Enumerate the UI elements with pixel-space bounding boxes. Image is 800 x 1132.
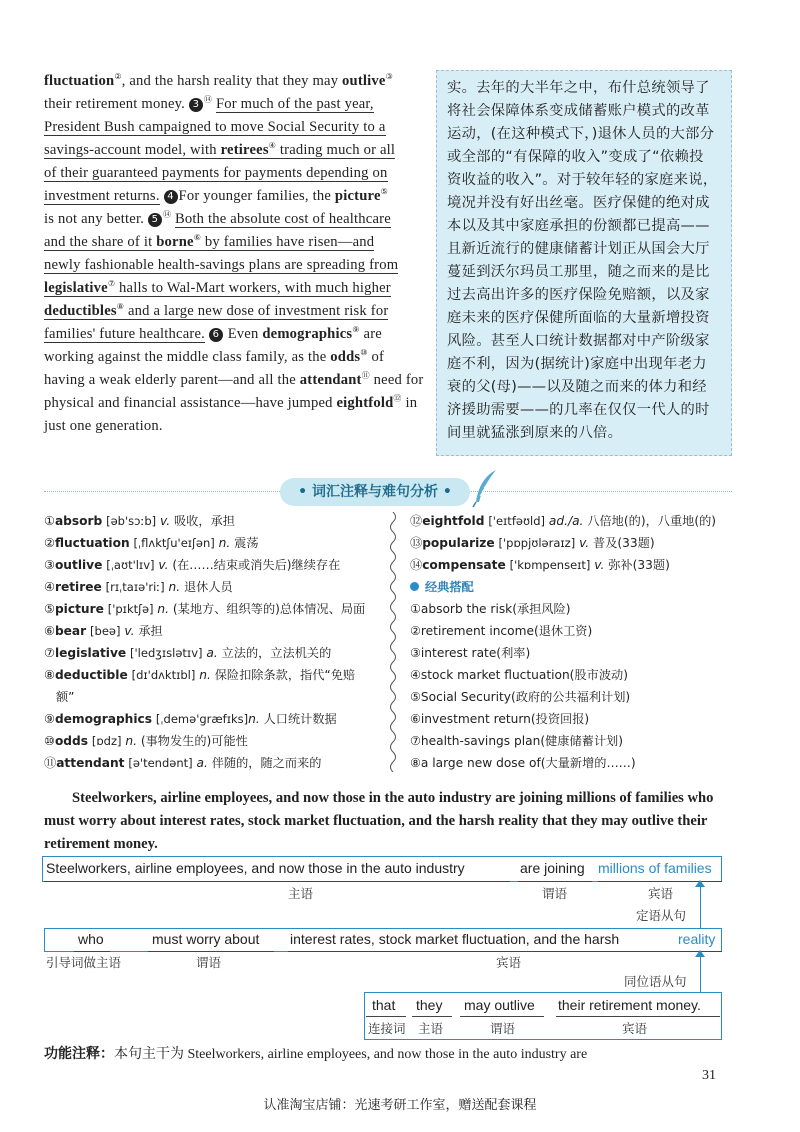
note-marker: ⑦ [107, 279, 116, 288]
translation-line: 本以及其中家庭承担的份额都已提高—— [447, 218, 710, 234]
verb-text: are joining [520, 860, 585, 876]
passage-text: are [359, 326, 382, 342]
sentence-number-badge: 3 [189, 98, 203, 112]
passage-text: working against the middle class family, as the [44, 349, 331, 365]
object-underline [288, 951, 722, 952]
vocab-entry: ①absorb [əb'sɔːb] v. 吸收，承担 [44, 514, 235, 528]
passage-text: halls to Wal-Mart workers, with much higher [115, 280, 391, 296]
who-label: 引导词做主语 [46, 955, 122, 970]
translation-line: 蔓延到沃尔玛员工那里，随之而来的是比 [447, 264, 710, 280]
vocab-word: demographics [262, 326, 353, 342]
page-number: 31 [702, 1068, 716, 1083]
passage-text: , and the harsh reality that they may [121, 73, 343, 89]
note-marker: ⑭ [203, 95, 213, 104]
vocab-entry: ⑦legislative ['ledʒɪslətɪv] a. 立法的，立法机关的 [44, 646, 332, 660]
passage-text: and a large new dose of investment risk for [124, 303, 389, 319]
underlined-sentence: Both the absolute cost of healthcare [174, 211, 391, 227]
attributive-clause-label: 定语从句 [636, 908, 687, 923]
vocab-entry: ⑩odds [ɒdz] n. (事物发生的)可能性 [44, 734, 248, 748]
who-text: who [78, 931, 104, 947]
translation-line: 将社会保障体系变成储蓄账户模式的改革 [447, 103, 710, 119]
they-label: 主语 [418, 1021, 444, 1036]
underlined-sentence: families' future healthcare. [44, 326, 205, 342]
note-marker: ④ [268, 141, 277, 150]
function-note-label: 功能注释： [44, 1046, 114, 1062]
underlined-sentence: newly fashionable health-savings plans are spreading from [44, 257, 399, 273]
reality-text: reality [678, 931, 716, 947]
function-note [44, 1043, 734, 1066]
vocab-word: outlive [342, 73, 386, 89]
passage-text: by families have risen—and [201, 234, 375, 250]
sentence-line: Steelworkers, airline employees, and now those in the auto industry are joining millions of families who [72, 790, 714, 806]
object-text: millions of families [598, 860, 712, 876]
passage-text: in [401, 395, 418, 411]
vocab-entry: ④retiree [rɪˌtaɪə'riː] n. 退休人员 [44, 580, 233, 594]
vocab-entry: ⑥bear [beə] v. 承担 [44, 624, 163, 638]
vocab-word: fluctuation [44, 73, 115, 89]
collocation-item: ①absorb the risk(承担风险) [410, 602, 571, 616]
underlined-sentence: of their guaranteed payments for payments depending on [44, 165, 388, 181]
collocations-heading: 经典搭配 [410, 576, 740, 598]
note-marker: ⑤ [380, 187, 388, 196]
passage-text: need for [369, 372, 424, 388]
note-marker: ② [114, 72, 122, 81]
vocab-word: picture [334, 188, 381, 204]
underlined-sentence: President Bush campaigned to move Social Security to a [44, 119, 386, 135]
they-text: they [416, 997, 443, 1013]
passage-text: having a weak elderly parent—and all the [44, 372, 300, 388]
translation-line: 境况并没有好出丝毫。医疗保健的绝对成 [447, 195, 710, 211]
subject-label: 主语 [288, 886, 314, 901]
collocation-item: ③interest rate(利率) [410, 646, 531, 660]
verb-label: 谓语 [542, 886, 568, 901]
function-note-text: 本句主干为 [114, 1046, 184, 1062]
vocab-entry: ⑨demographics [ˌdemə'græfɪks]n. 人口统计数据 [44, 712, 337, 726]
note-marker: ③ [385, 72, 393, 81]
they-underline [412, 1016, 452, 1017]
verb-label: 谓语 [490, 1021, 516, 1036]
verb-underline [148, 951, 274, 952]
object-underline [556, 1016, 720, 1017]
sentence-line: must worry about interest rates, stock market fluctuation, and the harsh reality that they may outlive their [44, 813, 708, 829]
appositive-clause-label: 同位语从句 [624, 974, 687, 989]
vocab-word: deductibles [44, 303, 117, 319]
vocab-word: attendant [299, 372, 362, 388]
vocab-word: borne [156, 234, 194, 250]
note-marker: ⑧ [116, 302, 125, 311]
translation-line: 或全部的“有保障的收入”变成了“依赖投 [447, 149, 704, 165]
verb-label: 谓语 [196, 955, 222, 970]
passage-text: For younger families, the [178, 188, 335, 204]
arrow-up-icon [695, 950, 705, 957]
translation-line: 资收益的收入”。对于较年轻的家庭来说， [447, 172, 718, 188]
translation-line: 运动，(在这种模式下，)退休人员的大部分 [447, 126, 715, 142]
translation-line: 且新近流行的健康储蓄计划正从国会大厅 [447, 241, 710, 257]
note-marker: ⑨ [352, 325, 360, 334]
passage-text: is not any better. [44, 211, 148, 227]
vocab-entry: ⑬popularize ['pɒpjʊləraɪz] v. 普及(33题) [410, 536, 655, 550]
vocab-entry: ②fluctuation [ˌflʌktʃu'eɪʃən] n. 震荡 [44, 536, 259, 550]
function-note-text-en: Steelworkers, airline employees, and now those in the auto industry are [184, 1047, 588, 1062]
collocation-item: ②retirement income(退休工资) [410, 624, 593, 638]
collocation-item: ⑤Social Security(政府的公共福利计划) [410, 690, 631, 704]
passage-text: of [367, 349, 385, 365]
who-underline [74, 951, 110, 952]
sentence-line: retirement money. [44, 836, 158, 852]
passage-text: savings-account model, with [44, 142, 221, 158]
connector-line [700, 882, 701, 928]
note-marker: ⑥ [193, 233, 202, 242]
object-label: 宾语 [648, 886, 674, 901]
passage-text: trading much or all [276, 142, 396, 158]
collocation-item: ⑥investment return(投资回报) [410, 712, 590, 726]
vocab-word: retirees [220, 142, 269, 158]
sentence-number-badge: 5 [148, 213, 162, 227]
verb-text: must worry about [152, 931, 260, 947]
underlined-sentence: For much of the past year, [215, 96, 374, 112]
verb-underline [460, 1016, 544, 1017]
that-label: 连接词 [368, 1021, 406, 1036]
that-underline [366, 1016, 406, 1017]
translation-line: 衰的父(母)——以及随之而来的体力和经 [447, 379, 707, 395]
note-marker: ⑫ [393, 394, 402, 403]
object-label: 宾语 [622, 1021, 648, 1036]
translation-line: 风险。甚至人口统计数据都对中产阶级家 [447, 333, 710, 349]
translation-line: 庭未来的医疗保健所面临的大量新增投资 [447, 310, 710, 326]
sentence-number-badge: 4 [164, 190, 178, 204]
object-label: 宾语 [496, 955, 522, 970]
translation-line: 庭不利，因为(据统计)家庭中出现年老力 [447, 356, 707, 372]
that-text: that [372, 997, 396, 1013]
connector-line [700, 952, 701, 992]
subject-text: Steelworkers, airline employees, and now those in the auto industry [46, 860, 465, 876]
translation-line: 济援助需要——的几率在仅仅一代人的时 [447, 402, 710, 418]
vocab-entry: ⑧deductible [dɪ'dʌktɪbl] n. 保险扣除条款，指代“免赔 [44, 668, 356, 682]
verb-underline [518, 881, 592, 882]
section-banner: • 词汇注释与难句分析 • [280, 478, 470, 506]
note-marker: ⑭ [162, 210, 172, 219]
vocab-word: eightfold [336, 395, 394, 411]
vocab-word: legislative [44, 280, 108, 296]
vocab-entry-continued: 额” [56, 690, 75, 704]
underlined-sentence: investment returns. [44, 188, 160, 204]
note-marker: ⑪ [361, 371, 370, 380]
subject-underline [44, 881, 510, 882]
object-text: interest rates, stock market fluctuation, and the harsh [290, 931, 620, 947]
collocation-item: ④stock market fluctuation(股市波动) [410, 668, 628, 682]
vocab-entry: ⑫eightfold ['eɪtfəʊld] ad./a. 八倍地(的)，八重地(的) [410, 514, 717, 528]
translation-line: 实。去年的大半年之中，布什总统领导了 [447, 80, 710, 96]
passage-text: just one generation. [44, 418, 163, 434]
sentence-number-badge: 6 [209, 328, 223, 342]
arrow-up-icon [695, 880, 705, 887]
translation-line: 过去高出许多的医疗保险免赔额，以及家 [447, 287, 710, 303]
passage-text: their retirement money. [44, 96, 189, 112]
translation-line: 间里就猛涨到原来的八倍。 [447, 425, 623, 441]
footer-note: 认准淘宝店铺：光速考研工作室，赠送配套课程 [263, 1098, 537, 1113]
vocab-entry: ⑤picture ['pɪktʃə] n. (某地方、组织等的)总体情况、局面 [44, 602, 366, 616]
passage-text: physical and financial assistance—have jumped [44, 395, 337, 411]
vocab-entry: ③outlive [ˌaʊt'lɪv] v. (在……结束或消失后)继续存在 [44, 558, 341, 572]
object-text: their retirement money. [558, 997, 701, 1013]
collocation-item: ⑦health-savings plan(健康储蓄计划) [410, 734, 623, 748]
collocation-item: ⑧a large new dose of(大量新增的……) [410, 756, 636, 770]
passage-text: and the share of it [44, 234, 157, 250]
vocab-entry: ⑭compensate ['kɒmpenseɪt] v. 弥补(33题) [410, 558, 670, 572]
verb-text: may outlive [464, 997, 535, 1013]
vocab-word: odds [330, 349, 361, 365]
passage-text: Even [223, 326, 263, 342]
vocab-entry: ⑪attendant [ə'tendənt] a. 伴随的，随之而来的 [44, 756, 322, 770]
note-marker: ⑩ [360, 348, 368, 357]
